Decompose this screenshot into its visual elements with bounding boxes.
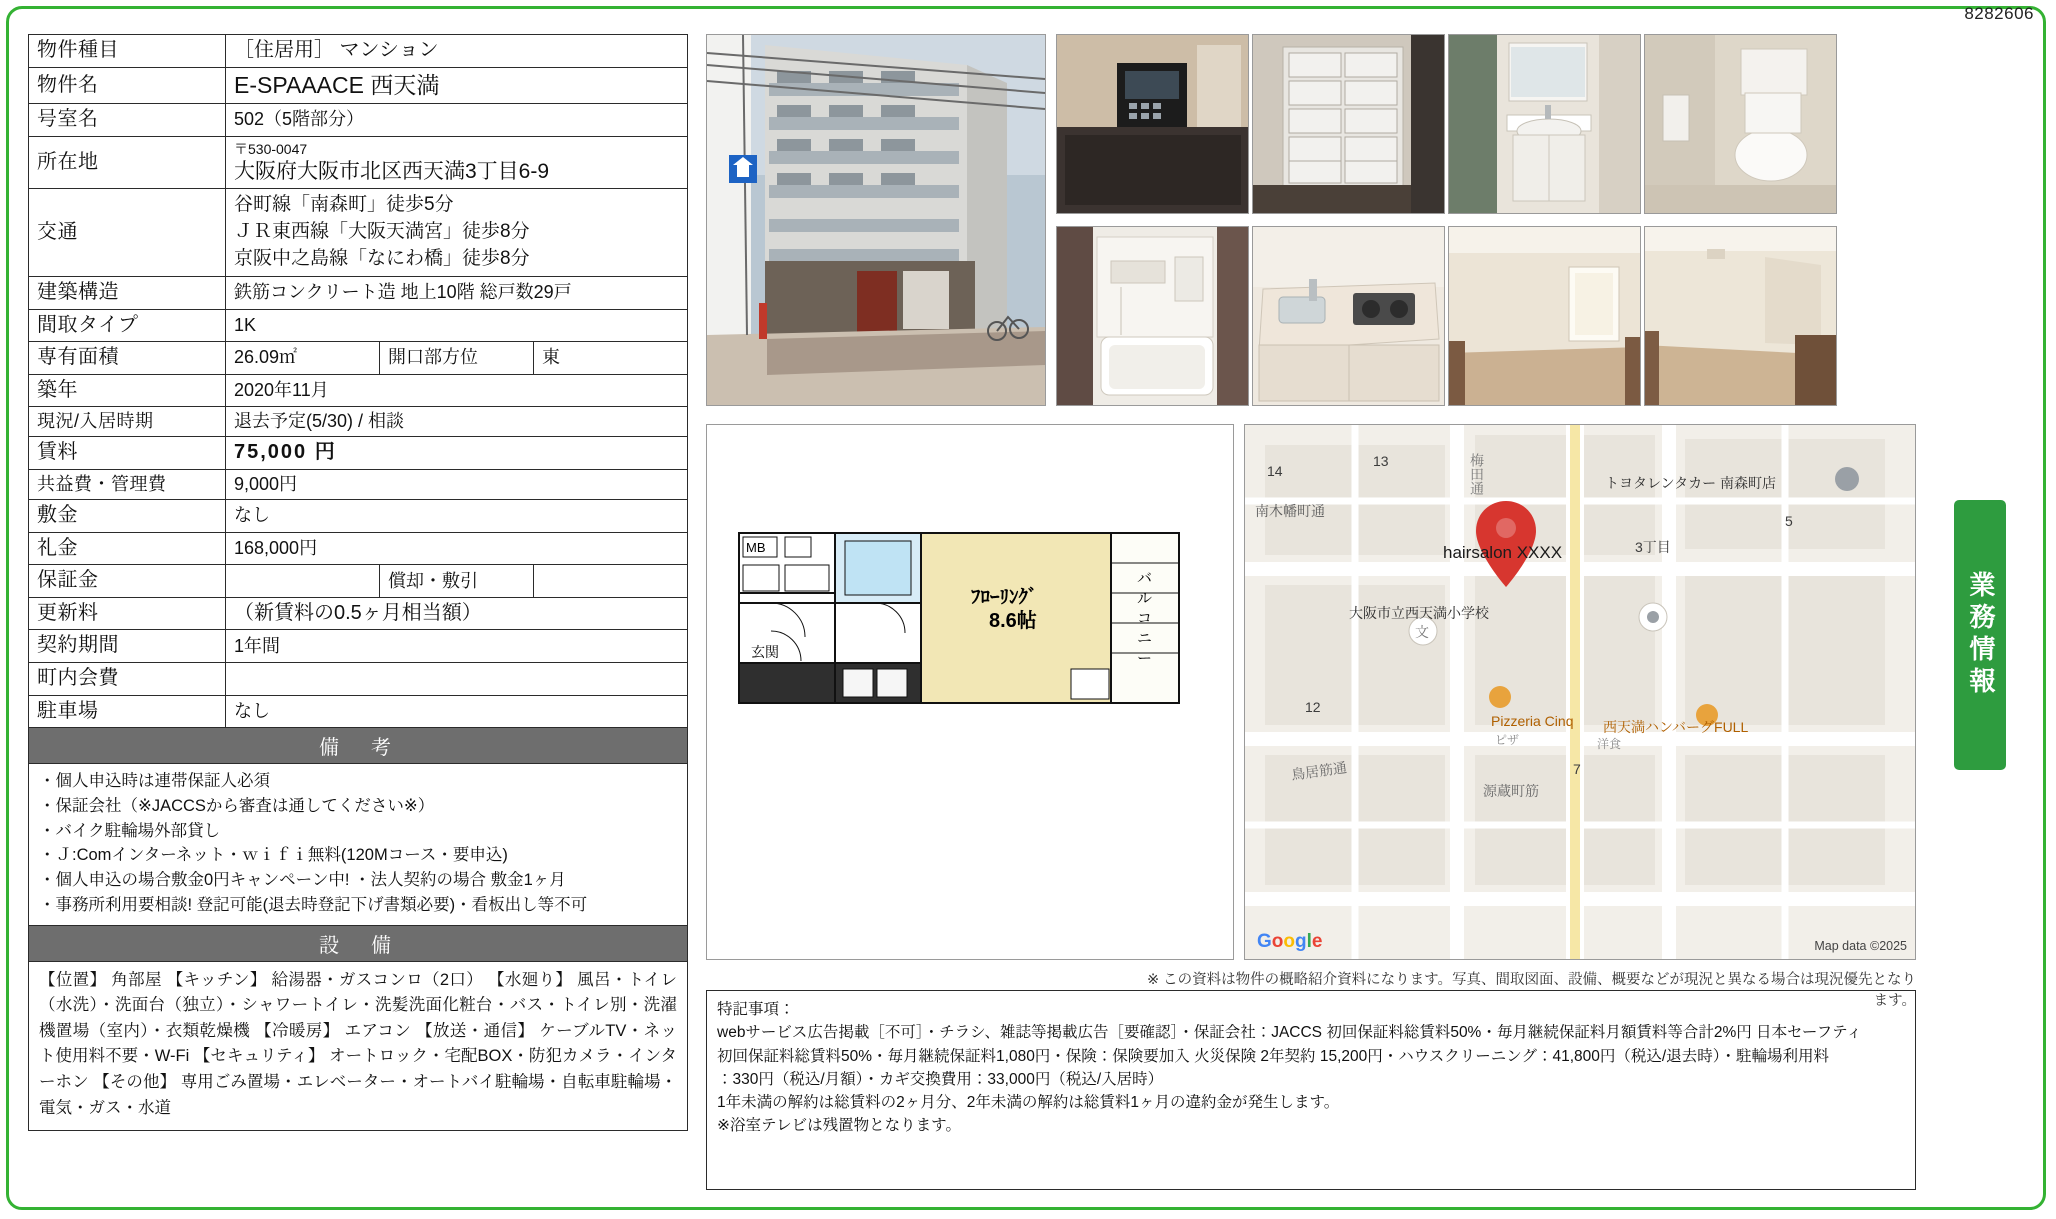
- row-value: なし: [226, 695, 688, 728]
- remarks-section-title: 備 考: [28, 728, 688, 764]
- floorplan-drawing: [725, 485, 1219, 905]
- remarks-line: ・個人申込の場合敷金0円キャンペーン中! ・法人契約の場合 敷金1ヶ月: [39, 871, 566, 890]
- table-row-deposit: [29, 565, 688, 598]
- row-label: 物件種目: [29, 35, 226, 68]
- table-row-rent: [29, 437, 688, 470]
- rent-value: 75,000 円: [226, 437, 688, 470]
- map-label-poi-type: ピザ: [1495, 733, 1520, 747]
- address-main: 大阪府大阪市北区西天満3丁目6-9: [234, 159, 550, 183]
- remarks-line: ・事務所利用要相談! 登記可能(退去時登記下げ書類必要)・看板出し等不可: [39, 895, 588, 914]
- entrance-label: 玄関: [751, 644, 779, 660]
- property-spec-table: [28, 34, 688, 728]
- table-row: [29, 470, 688, 500]
- photo-mailbox-graphic: [1253, 35, 1444, 213]
- table-row: [29, 663, 688, 696]
- table-row: [29, 407, 688, 437]
- row-value: [226, 565, 380, 598]
- map-label-poi: Pizzeria Cinq: [1491, 713, 1574, 729]
- row-label: 駐車場: [29, 695, 226, 728]
- remarks-line: ・バイク駐輪場外部貸し: [39, 821, 221, 840]
- row-label-2: 償却・敷引: [380, 565, 534, 598]
- table-row: [29, 374, 688, 407]
- map-label-street: 鳥居筋通: [1290, 759, 1348, 783]
- row-label: 号室名: [29, 104, 226, 137]
- photo-kitchen-graphic: [1253, 227, 1444, 405]
- table-row-area: [29, 342, 688, 375]
- table-row: [29, 597, 688, 630]
- table-row: [29, 277, 688, 310]
- room-size-label: 8.6帖: [989, 610, 1037, 632]
- row-value: [226, 136, 688, 188]
- photo-toilet-graphic: [1645, 35, 1836, 213]
- remarks-body: [28, 764, 688, 926]
- property-spec-panel: [28, 34, 688, 1131]
- row-label: 更新料: [29, 597, 226, 630]
- table-row: [29, 35, 688, 68]
- map-disclaimer: ※ この資料は物件の概略紹介資料になります。写真、間取図面、設備、概要などが現況と異なる場合は現況優先となります。: [1146, 972, 1916, 1009]
- floorplan-panel[interactable]: [706, 424, 1234, 960]
- row-label: 交通: [29, 189, 226, 277]
- svg-text:ル: ル: [1137, 590, 1153, 607]
- row-label: 保証金: [29, 565, 226, 598]
- notes-line: webサービス広告掲載［不可］・チラシ、雑誌等掲載広告［要確認］・保証会社：JACCS 初回保証料総賃料50%・毎月継続保証料月額賃料等合計2%円 日本セーフティ: [717, 1024, 1862, 1042]
- row-value: 1K: [226, 309, 688, 342]
- table-row-address: [29, 136, 688, 188]
- row-label: 賃料: [29, 437, 226, 470]
- row-value-2: 東: [534, 342, 688, 375]
- notes-line: 1年未満の解約は総賃料の2ヶ月分、2年未満の解約は総賃料1ヶ月の違約金が発生します。: [717, 1094, 1340, 1111]
- side-tab-business-info[interactable]: [1954, 500, 2006, 770]
- row-label: 町内会費: [29, 663, 226, 696]
- row-value: （新賃料の0.5ヶ月相当額）: [226, 597, 688, 630]
- remarks-line: ・保証会社（※JACCSから審査は通してください※）: [39, 796, 435, 815]
- map-label: 3丁目: [1635, 539, 1671, 555]
- row-value: 退去予定(5/30) / 相談: [226, 407, 688, 437]
- row-label: 建築構造: [29, 277, 226, 310]
- table-row: [29, 532, 688, 565]
- google-logo: Google: [1257, 931, 1323, 952]
- row-value: 502（5階部分）: [226, 104, 688, 137]
- row-label: 契約期間: [29, 630, 226, 663]
- row-value: 1年間: [226, 630, 688, 663]
- row-value: 9,000円: [226, 470, 688, 500]
- special-notes-panel: [706, 990, 1916, 1190]
- photo-room-2[interactable]: [1644, 226, 1837, 406]
- map-label-street: 南木幡町通: [1255, 503, 1325, 519]
- photo-toilet[interactable]: [1644, 34, 1837, 214]
- location-map[interactable]: [1244, 424, 1916, 960]
- notes-line: ※浴室テレビは残置物となります。: [717, 1117, 961, 1135]
- map-pin-label: hairsalon XXXX: [1443, 543, 1563, 562]
- row-value: [226, 189, 688, 277]
- room-type-label: ﾌﾛｰﾘﾝｸﾞ: [971, 587, 1038, 608]
- map-label: 12: [1305, 699, 1321, 715]
- table-row: [29, 104, 688, 137]
- table-row: [29, 309, 688, 342]
- remarks-line: ・個人申込時は連帯保証人必須: [39, 772, 270, 791]
- row-label: 礼金: [29, 532, 226, 565]
- map-label-street: 源蔵町筋: [1483, 783, 1539, 799]
- map-label-street: 梅田通: [1469, 453, 1485, 495]
- access-line: 京阪中之島線「なにわ橋」徒歩8分: [234, 248, 530, 270]
- photo-entrance-graphic: [1057, 35, 1248, 213]
- photo-entrance[interactable]: [1056, 34, 1249, 214]
- address-zip: 〒530-0047: [234, 140, 308, 157]
- row-label: 物件名: [29, 67, 226, 103]
- row-label: 所在地: [29, 136, 226, 188]
- table-row: [29, 500, 688, 533]
- table-row: [29, 67, 688, 103]
- row-value: E-SPAAACE 西天満: [226, 67, 688, 103]
- row-value: なし: [226, 500, 688, 533]
- photo-kitchen[interactable]: [1252, 226, 1445, 406]
- row-label-2: 開口部方位: [380, 342, 534, 375]
- photo-exterior-graphic: [707, 35, 1045, 405]
- notes-line: 初回保証料総賃料50%・毎月継続保証料1,080円・保険：保険要加入 火災保険 2年契約 15,200円・ハウスクリーニング：41,800円（税込/退去時）・駐輪場利用料: [717, 1047, 1829, 1065]
- row-label: 間取タイプ: [29, 309, 226, 342]
- photo-bathroom-graphic: [1057, 227, 1248, 405]
- map-label: 7: [1573, 761, 1581, 777]
- map-label: 13: [1373, 453, 1389, 469]
- map-label-school: 大阪市立西天満小学校: [1349, 605, 1489, 621]
- row-label: 専有面積: [29, 342, 226, 375]
- balcony-label: バ: [1137, 570, 1153, 587]
- row-label: 敷金: [29, 500, 226, 533]
- table-row-access: [29, 189, 688, 277]
- access-line: 谷町線「南森町」徒歩5分: [234, 194, 454, 216]
- photo-washbasin-graphic: [1449, 35, 1640, 213]
- document-id: 8282606: [1964, 4, 2034, 23]
- svg-text:文: 文: [1415, 624, 1429, 640]
- map-label-poi: 西天満ハンバーグFULL: [1603, 719, 1749, 735]
- photo-exterior-main[interactable]: [706, 34, 1046, 406]
- photo-bathroom[interactable]: [1056, 226, 1249, 406]
- side-tab-label: 業務情報: [1965, 571, 1996, 699]
- photo-mailbox[interactable]: [1252, 34, 1445, 214]
- svg-text:ー: ー: [1137, 650, 1153, 667]
- remarks-line: ・Ｊ:Comインターネット・ｗｉｆｉ無料(120Mコース・要申込): [39, 846, 508, 865]
- row-value: 鉄筋コンクリート造 地上10階 総戸数29戸: [226, 277, 688, 310]
- row-value: 2020年11月: [226, 374, 688, 407]
- map-label-poi: トヨタレンタカー 南森町店: [1605, 475, 1776, 491]
- map-label: 5: [1785, 513, 1793, 529]
- photo-room-2-graphic: [1645, 227, 1836, 405]
- photo-room-1[interactable]: [1448, 226, 1641, 406]
- row-value-2: [534, 565, 688, 598]
- row-value: 168,000円: [226, 532, 688, 565]
- row-value: ［住居用］ マンション: [226, 35, 688, 68]
- row-label: 共益費・管理費: [29, 470, 226, 500]
- map-credit: Map data ©2025: [1814, 939, 1907, 953]
- photo-washbasin[interactable]: [1448, 34, 1641, 214]
- photo-room-1-graphic: [1449, 227, 1640, 405]
- table-row: [29, 630, 688, 663]
- row-value: [226, 663, 688, 696]
- equipment-body: 【位置】 角部屋 【キッチン】 給湯器・ガスコンロ（2口） 【水廻り】 風呂・トイレ（水洗）・洗面台（独立）・シャワートイレ・洗髪洗面化粧台・バス・トイレ別・洗濯機置場（室内）・衣類乾燥機 【冷暖房】 エアコン 【放送・通信】 ケーブルTV・ネット使用料不要・W-Fi 【セキュリティ】 オートロック・宅配BOX・防犯カメラ・インターホン 【その他】 専用ごみ置場・エレベーター・オートバイ駐輪場・自転車駐輪場・電気・ガス・水道: [28, 962, 688, 1131]
- notes-title: 特記事項：: [717, 1001, 795, 1018]
- equipment-section-title: 設 備: [28, 926, 688, 962]
- notes-line: ：330円（税込/月額）・カギ交換費用：33,000円（税込/入居時）: [717, 1070, 1164, 1088]
- map-label: 14: [1267, 463, 1283, 479]
- map-labels: [1245, 425, 1915, 959]
- svg-text:コ: コ: [1137, 610, 1153, 627]
- svg-text:ニ: ニ: [1137, 630, 1153, 647]
- table-row: [29, 695, 688, 728]
- row-value: 26.09㎡: [226, 342, 380, 375]
- map-label-poi-type: 洋食: [1597, 737, 1622, 751]
- mb-label: MB: [746, 540, 766, 555]
- photo-gallery: [706, 34, 1916, 406]
- row-label: 築年: [29, 374, 226, 407]
- row-label: 現況/入居時期: [29, 407, 226, 437]
- access-line: ＪＲ東西線「大阪天満宮」徒歩8分: [234, 221, 530, 243]
